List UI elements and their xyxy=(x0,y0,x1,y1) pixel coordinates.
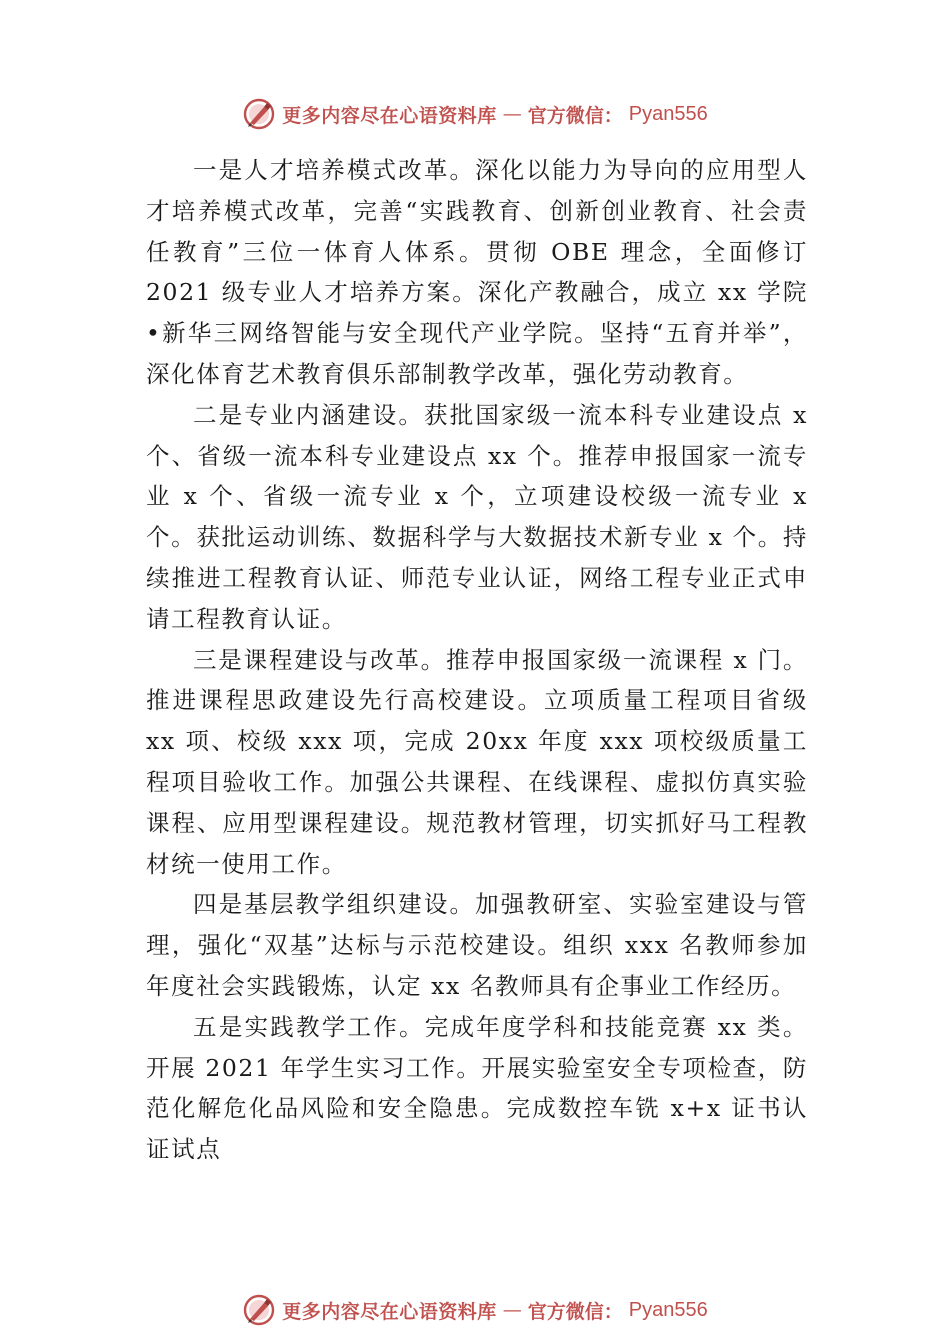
banner-wechat-id: Pyan556 xyxy=(628,102,708,125)
banner-separator: — xyxy=(502,1299,522,1321)
banner-wechat-label: 官方微信： xyxy=(527,1300,623,1323)
banner-brand: 更多内容尽在心语资料库 xyxy=(282,104,497,127)
paragraph-talent-training: 一是人才培养模式改革。深化以能力为导向的应用型人才培养模式改革，完善“实践教育、创新创业教育、社会责任教育”三位一体育人体系。贯彻 OBE 理念，全面修订 2021 级专业人才培养方案。深化产教融合，成立 xx 学院•新华三网络智能与安全现代产业学院。坚持“五育并举”，深化体育艺术教育俱乐部制教学改革，强化劳动教育。 xyxy=(146,156,808,388)
document-body xyxy=(146,150,808,1170)
paragraph-major-building: 二是专业内涵建设。获批国家级一流本科专业建设点 x 个、省级一流本科专业建设点 xx 个。推荐申报国家一流专业 x 个、省级一流专业 x 个，立项建设校级一流专业 x 个。获批运动训练、数据科学与大数据技术新专业 x 个。持续推进工程教育认证、师范专业认证，网络工程专业正式申请工程教育认证。 xyxy=(146,400,808,633)
banner-brand: 更多内容尽在心语资料库 xyxy=(282,1300,497,1323)
banner-wechat-id: Pyan556 xyxy=(628,1298,708,1321)
header-banner xyxy=(0,94,950,134)
footer-banner xyxy=(0,1290,950,1330)
banner-wechat-label: 官方微信： xyxy=(527,104,623,127)
paragraph-course-reform: 三是课程建设与改革。推荐申报国家级一流课程 x 门。推进课程思政建设先行高校建设。立项质量工程项目省级 xx 项、校级 xxx 项，完成 20xx 年度 xxx 项校级质量工程项目验收工作。加强公共课程、在线课程、虚拟仿真实验课程、应用型课程建设。规范教材管理，切实抓好马工程教材统一使用工作。 xyxy=(146,645,808,878)
pen-seal-icon xyxy=(242,97,276,131)
paragraph-teaching-organization: 四是基层教学组织建设。加强教研室、实验室建设与管理，强化“双基”达标与示范校建设。组织 xxx 名教师参加年度社会实践锻炼，认定 xx 名教师具有企事业工作经历。 xyxy=(146,890,808,1000)
pen-seal-icon xyxy=(242,1293,276,1327)
banner-separator: — xyxy=(502,103,522,125)
paragraph-practice-teaching: 五是实践教学工作。完成年度学科和技能竞赛 xx 类。开展 2021 年学生实习工作。开展实验室安全专项检查，防范化解危化品风险和安全隐患。完成数控车铣 x+x 证书认证试点 xyxy=(146,1012,808,1164)
